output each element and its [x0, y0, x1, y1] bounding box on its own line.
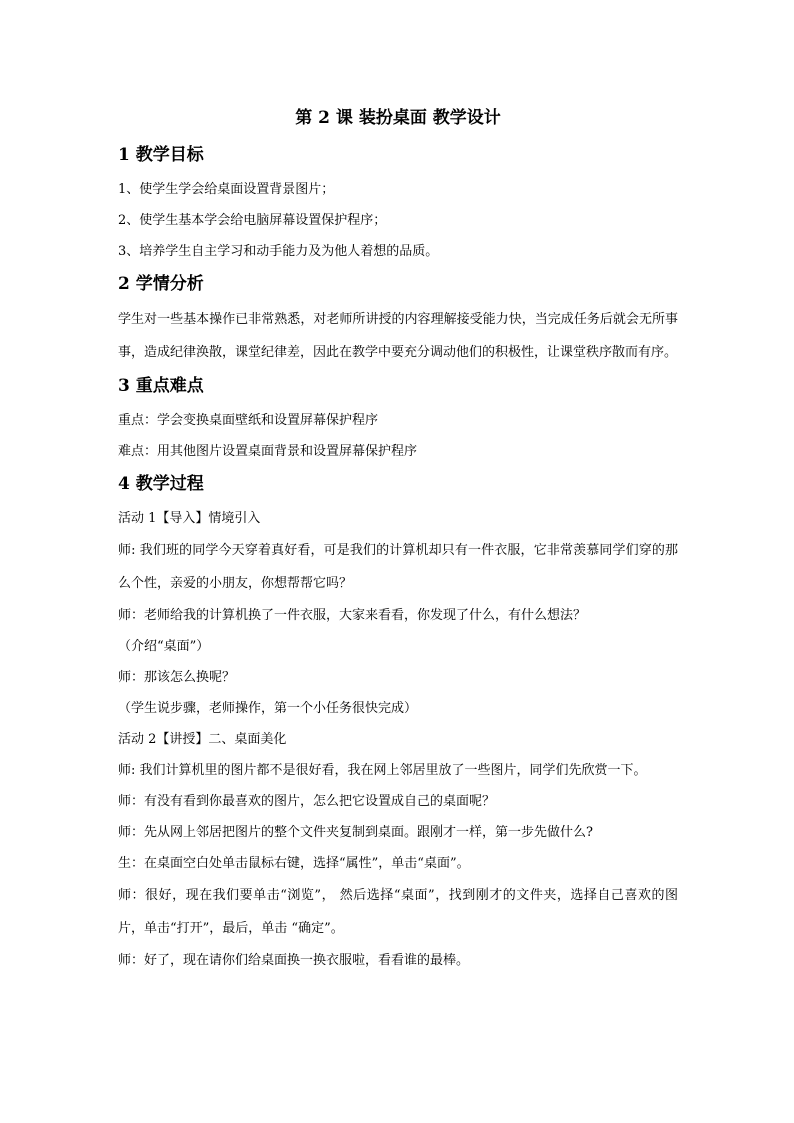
- process-paragraph: 师：有没有看到你最喜欢的图片，怎么把它设置成自己的桌面呢？: [118, 794, 496, 809]
- process-paragraph: 师: 我们班的同学今天穿着真好看，可是我们的计算机却只有一件衣服，它非常羡慕同学们穿的那么个性，亲爱的小朋友，你想帮帮它吗？: [118, 543, 678, 591]
- process-paragraph: 生：在桌面空白处单击鼠标右键，选择“属性”，单击“桌面”。: [118, 856, 470, 871]
- process-paragraph: 师：好了，现在请你们给桌面换一换衣服啦，看看谁的最棒。: [118, 953, 470, 968]
- process-paragraph: （介绍“桌面”）: [118, 639, 210, 654]
- process-paragraph: 师：先从网上邻居把图片的整个文件夹复制到桌面。跟刚才一样，第一步先做什么?: [118, 825, 593, 840]
- section-heading-analysis: 2 学情分析: [118, 274, 204, 294]
- document-page: [118, 104, 678, 976]
- document-title: 第 2 课 装扮桌面 教学设计: [295, 108, 501, 128]
- process-paragraph: 师：那该怎么换呢？: [118, 670, 236, 685]
- key-point-item: 难点：用其他图片设置桌面背景和设置屏幕保护程序: [118, 444, 418, 459]
- analysis-paragraph: 学生对一些基本操作已非常熟悉，对老师所讲授的内容理解接受能力快，当完成任务后就会无所事事，造成纪律涣散，课堂纪律差，因此在教学中要充分调动他们的积极性，让课堂秩序散而有序。: [118, 312, 678, 360]
- activity-heading: 活动 1【导入】情境引入: [118, 511, 261, 526]
- goal-item: 2、使学生基本学会给电脑屏幕设置保护程序；: [118, 213, 387, 228]
- section-heading-goals: 1 教学目标: [118, 145, 204, 165]
- goal-item: 3、培养学生自主学习和动手能力及为他人着想的品质。: [118, 244, 439, 259]
- process-paragraph: 师：老师给我的计算机换了一件衣服，大家来看看，你发现了什么，有什么想法？: [118, 608, 587, 623]
- key-point-item: 重点：学会变换桌面壁纸和设置屏幕保护程序: [118, 413, 379, 428]
- activity-heading: 活动 2【讲授】二、桌面美化: [118, 732, 287, 747]
- section-heading-key-points: 3 重点难点: [118, 376, 204, 396]
- process-paragraph: 师: 我们计算机里的图片都不是很好看，我在网上邻居里放了一些图片，同学们先欣赏一下。: [118, 763, 647, 778]
- section-heading-process: 4 教学过程: [118, 474, 204, 494]
- process-paragraph: （学生说步骤，老师操作，第一个小任务很快完成）: [118, 701, 418, 716]
- goal-item: 1、使学生学会给桌面设置背景图片；: [118, 182, 335, 197]
- process-paragraph: 师：很好，现在我们要单击“浏览”， 然后选择“桌面”，找到刚才的文件夹，选择自己喜欢的图片，单击“打开”，最后，单击 “确定”。: [118, 888, 678, 936]
